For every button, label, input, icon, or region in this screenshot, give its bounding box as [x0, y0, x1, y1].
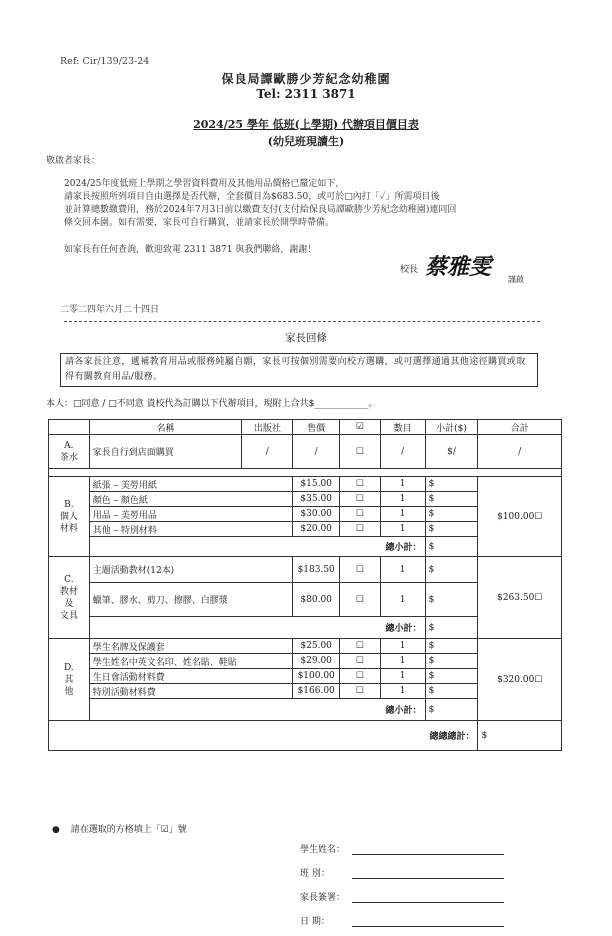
- section-b-label: B. 個人 材料: [49, 477, 90, 557]
- cut-line: [64, 321, 540, 322]
- section-b-row: [49, 477, 562, 492]
- header-publisher: 出版社: [242, 420, 293, 435]
- parent-sign-label: 家長簽署：: [300, 893, 346, 903]
- section-c-item-name: 蠟筆、膠水、剪刀、擦膠、白膠漿: [89, 583, 293, 617]
- section-b-item-name: 紙張 – 美勞用紙: [89, 477, 293, 492]
- section-d-item-name: 生日會活動材料費: [89, 669, 293, 684]
- section-d-item-price: $166.00: [293, 684, 340, 699]
- section-d-item-name: 特別活動材料費: [89, 684, 293, 699]
- spacer: [49, 469, 562, 477]
- footer-note: [52, 822, 187, 835]
- section-c-item-qty: 1: [380, 557, 425, 583]
- reference-number: Ref: Cir/139/23-24: [60, 56, 150, 67]
- letter-line-2: 請家長按照所列項目自由選擇是否代辦，全套價目為$683.50，或可於□內打「✓」所需項目後: [64, 192, 440, 202]
- section-a-total: /: [478, 435, 562, 469]
- letter-body: [64, 178, 544, 230]
- letter-line-4: 條交回本園。如有需要，家長可自行購買，並請家長於開學時帶備。: [64, 218, 335, 228]
- document-subtitle: (幼兒班現讀生): [267, 135, 345, 148]
- section-d-item-checkbox[interactable]: ☐: [340, 669, 381, 684]
- letter-date: 二零二四年六月二十四日: [60, 305, 160, 315]
- document-title: 2024/25 學年 低班(上學期) 代辦項目價目表: [193, 118, 419, 131]
- date-row: [300, 914, 530, 927]
- section-b-subtotal-label: 總小計：: [89, 537, 425, 557]
- section-b-item-price: $20.00: [293, 522, 340, 537]
- section-c-item-price: $183.50: [293, 557, 340, 583]
- header-blank: [49, 420, 90, 435]
- student-name-label: 學生姓名：: [300, 845, 346, 855]
- class-field[interactable]: [352, 867, 504, 879]
- notice-box: 請各家長注意，遞補教育用品或服務純屬自願，家長可按個別需要向校方選購，或可選擇通過其他途徑購買或取得有關教育用品/服務。: [60, 353, 538, 387]
- student-name-field[interactable]: [352, 843, 504, 855]
- section-c-label: C. 教材 及 文具: [49, 557, 90, 639]
- consent-line: 本人：□同意 / □不同意 貴校代為訂購以下代辦項目，現附上合共$____________。: [46, 399, 378, 409]
- section-d-item-sub: $: [425, 684, 478, 699]
- section-c-total: $263.50☐: [478, 557, 562, 639]
- school-tel: Tel: 2311 3871: [256, 87, 356, 101]
- header-subtotal: 小計($): [425, 420, 478, 435]
- parent-sign-field[interactable]: [352, 891, 504, 903]
- section-b-item-name: 其他 – 特別材料: [89, 522, 293, 537]
- school-name: 保良局譚歐勝少芳紀念幼稚園: [221, 72, 391, 86]
- section-d-item-sub: $: [425, 654, 478, 669]
- section-b-item-checkbox[interactable]: ☐: [340, 522, 381, 537]
- section-b-item-name: 顏色 – 顏色紙: [89, 492, 293, 507]
- section-b-item-name: 用品 – 美勞用品: [89, 507, 293, 522]
- section-b-item-price: $35.00: [293, 492, 340, 507]
- grand-total-label: 總總總計：: [49, 721, 478, 751]
- section-d-item-qty: 1: [380, 684, 425, 699]
- section-d-item-qty: 1: [380, 669, 425, 684]
- header-price: 售價: [293, 420, 340, 435]
- header-check: ☑: [340, 420, 381, 435]
- section-b-item-checkbox[interactable]: ☐: [340, 477, 381, 492]
- class-row: [300, 866, 530, 879]
- section-a-label: A. 茶水: [49, 435, 90, 469]
- spacer-row: [49, 469, 562, 477]
- section-d-item-checkbox[interactable]: ☐: [340, 639, 381, 654]
- signature: 蔡雅雯: [425, 255, 492, 280]
- section-c-item-checkbox[interactable]: ☐: [340, 583, 381, 617]
- table-header-row: [49, 420, 562, 435]
- grand-total-row: [49, 721, 562, 751]
- section-a-row: [49, 435, 562, 469]
- section-c-row: [49, 557, 562, 583]
- section-b-item-price: $15.00: [293, 477, 340, 492]
- section-d-item-price: $100.00: [293, 669, 340, 684]
- section-d-subtotal-value: $: [425, 699, 478, 721]
- section-d-label: D. 其 他: [49, 639, 90, 721]
- section-b-item-qty: 1: [380, 507, 425, 522]
- class-label: 班 別：: [300, 869, 330, 879]
- header-qty: 數目: [380, 420, 425, 435]
- grand-total-value: $: [478, 721, 562, 751]
- section-d-item-name: 學生名牌及保護套: [89, 639, 293, 654]
- section-c-item-qty: 1: [380, 583, 425, 617]
- header-total: 合計: [478, 420, 562, 435]
- section-b-item-checkbox[interactable]: ☐: [340, 492, 381, 507]
- section-c-subtotal-value: $: [425, 617, 478, 639]
- section-d-item-checkbox[interactable]: ☐: [340, 684, 381, 699]
- section-d-item-price: $25.00: [293, 639, 340, 654]
- section-b-item-sub: $: [425, 507, 478, 522]
- price-table: [48, 419, 562, 751]
- section-d-item-qty: 1: [380, 639, 425, 654]
- section-b-item-sub: $: [425, 477, 478, 492]
- footer-fields: [300, 842, 530, 927]
- section-a-subtotal: $/: [425, 435, 478, 469]
- section-d-subtotal-label: 總小計：: [89, 699, 425, 721]
- section-b-item-sub: $: [425, 522, 478, 537]
- section-c-subtotal-label: 總小計：: [89, 617, 425, 639]
- section-d-item-qty: 1: [380, 654, 425, 669]
- section-d-item-sub: $: [425, 639, 478, 654]
- section-d-item-name: 學生姓名中英文名印、姓名貼、鞋貼: [89, 654, 293, 669]
- section-b-item-qty: 1: [380, 522, 425, 537]
- section-b-item-price: $30.00: [293, 507, 340, 522]
- letter-closing: 如家長有任何查詢，歡迎致電 2311 3871 與我們聯絡，謝謝！: [64, 245, 317, 255]
- signature-suffix: 謹啟: [508, 275, 524, 284]
- date-label: 日 期：: [300, 917, 330, 927]
- section-b-item-checkbox[interactable]: ☐: [340, 507, 381, 522]
- section-a-item: 家長自行到店面購買: [89, 435, 242, 469]
- section-d-total: $320.00☐: [478, 639, 562, 721]
- section-c-item-checkbox[interactable]: ☐: [340, 557, 381, 583]
- section-b-item-qty: 1: [380, 492, 425, 507]
- section-b-item-sub: $: [425, 492, 478, 507]
- section-a-checkbox[interactable]: ☐: [340, 435, 381, 469]
- student-name-row: [300, 842, 530, 855]
- section-d-row: [49, 639, 562, 654]
- reply-slip-title: 家長回條: [285, 332, 327, 344]
- header-name: 名稱: [89, 420, 242, 435]
- section-d-item-checkbox[interactable]: ☐: [340, 654, 381, 669]
- section-a-price: /: [293, 435, 340, 469]
- section-a-qty: /: [380, 435, 425, 469]
- signature-role: 校長: [400, 265, 419, 275]
- footer-note-text: 請在選取的方格填上「☑」號: [70, 825, 187, 835]
- parent-sign-row: [300, 890, 530, 903]
- section-c-item-sub: $: [425, 557, 478, 583]
- section-b-item-qty: 1: [380, 477, 425, 492]
- letter-line-3: 並計算總數繳費用，務於2024年7月3日前以繳費支付(支付給保良局譚歐勝少芳紀念幼稚園)連同回: [64, 205, 457, 215]
- section-c-item-price: $80.00: [293, 583, 340, 617]
- section-a-publisher: /: [242, 435, 293, 469]
- section-d-item-price: $29.00: [293, 654, 340, 669]
- greeting: 敬啟者家長：: [46, 156, 101, 166]
- letter-line-1: 2024/25年度低班上學期之學習資料費用及其他用品價格已釐定如下，: [64, 179, 345, 189]
- section-c-item-name: 主題活動教材(12本): [89, 557, 293, 583]
- section-b-total: $100.00☐: [478, 477, 562, 557]
- bullet-icon: ●: [52, 825, 60, 835]
- section-c-item-sub: $: [425, 583, 478, 617]
- date-field[interactable]: [352, 915, 504, 927]
- section-b-subtotal-value: $: [425, 537, 478, 557]
- section-d-item-sub: $: [425, 669, 478, 684]
